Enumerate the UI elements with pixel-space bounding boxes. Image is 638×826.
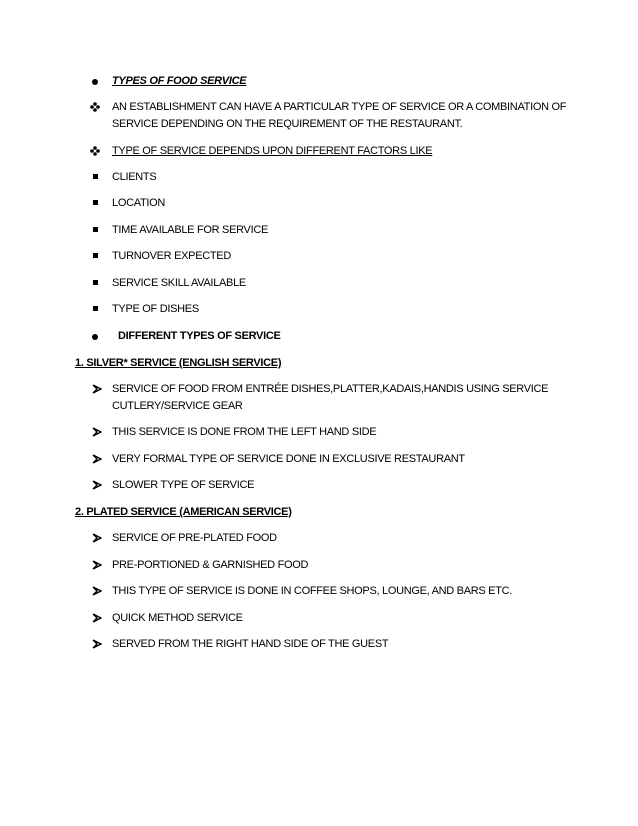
bullet-dot-icon: [92, 79, 98, 85]
arrow-bullet-icon: [92, 586, 102, 596]
arrow-bullet-icon: [92, 454, 102, 464]
factor-item: CLIENTS: [112, 171, 157, 183]
arrow-bullet-icon: [92, 384, 102, 394]
factor-item: LOCATION: [112, 197, 166, 209]
plated-item: SERVED FROM THE RIGHT HAND SIDE OF THE GUEST: [112, 638, 389, 650]
bullet-dot-icon: [92, 334, 98, 340]
factor-item: TIME AVAILABLE FOR SERVICE: [112, 224, 269, 236]
arrow-bullet-icon: [92, 480, 102, 490]
diamond-bullet-icon: [90, 102, 100, 112]
arrow-bullet-icon: [92, 639, 102, 649]
silver-item: SLOWER TYPE OF SERVICE: [112, 479, 255, 491]
depends-on-factors: TYPE OF SERVICE DEPENDS UPON DIFFERENT FACTORS LIKE: [112, 145, 433, 157]
silver-item: SERVICE OF FOOD FROM ENTRÉE DISHES,PLATTER,KADAIS,HANDIS USING SERVICE: [112, 383, 549, 395]
square-bullet-icon: [93, 174, 98, 179]
square-bullet-icon: [93, 253, 98, 258]
plated-item: QUICK METHOD SERVICE: [112, 612, 243, 624]
arrow-bullet-icon: [92, 613, 102, 623]
factor-item: TYPE OF DISHES: [112, 303, 199, 315]
square-bullet-icon: [93, 306, 98, 311]
square-bullet-icon: [93, 280, 98, 285]
arrow-bullet-icon: [92, 427, 102, 437]
square-bullet-icon: [93, 227, 98, 232]
silver-service-title: 1. SILVER* SERVICE (ENGLISH SERVICE): [75, 357, 282, 369]
silver-item: VERY FORMAL TYPE OF SERVICE DONE IN EXCLUSIVE RESTAURANT: [112, 453, 465, 465]
silver-item: THIS SERVICE IS DONE FROM THE LEFT HAND SIDE: [112, 426, 377, 438]
arrow-bullet-icon: [92, 533, 102, 543]
plated-item: PRE-PORTIONED & GARNISHED FOOD: [112, 559, 309, 571]
plated-item: SERVICE OF PRE-PLATED FOOD: [112, 532, 277, 544]
heading-different-types: DIFFERENT TYPES OF SERVICE: [118, 330, 281, 342]
factor-item: TURNOVER EXPECTED: [112, 250, 231, 262]
establishment-line-1: AN ESTABLISHMENT CAN HAVE A PARTICULAR TYPE OF SERVICE OR A COMBINATION OF: [112, 101, 567, 113]
plated-item: THIS TYPE OF SERVICE IS DONE IN COFFEE SHOPS, LOUNGE, AND BARS ETC.: [112, 585, 513, 597]
silver-item-continuation: CUTLERY/SERVICE GEAR: [112, 400, 243, 412]
heading-types-of-food-service: TYPES OF FOOD SERVICE: [112, 75, 247, 87]
diamond-bullet-icon: [90, 146, 100, 156]
arrow-bullet-icon: [92, 560, 102, 570]
square-bullet-icon: [93, 200, 98, 205]
factor-item: SERVICE SKILL AVAILABLE: [112, 277, 246, 289]
establishment-line-2: SERVICE DEPENDING ON THE REQUIREMENT OF THE RESTAURANT.: [112, 118, 463, 130]
plated-service-title: 2. PLATED SERVICE (AMERICAN SERVICE): [75, 506, 292, 518]
